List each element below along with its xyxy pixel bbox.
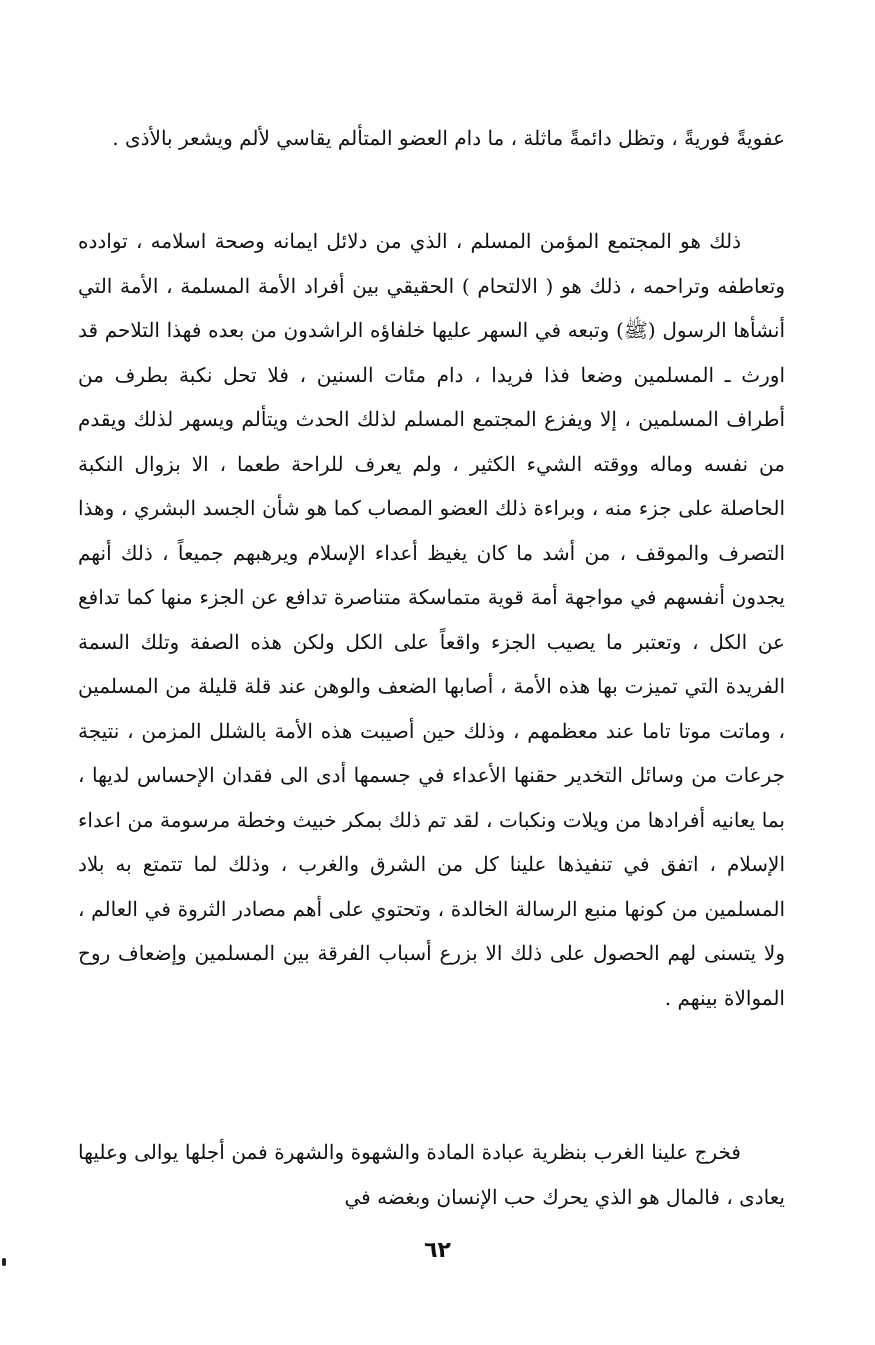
scan-edge-mark <box>2 1258 6 1266</box>
paragraph-continuation <box>78 116 785 161</box>
paragraph-text: فخرج علينا الغرب بنظرية عبادة المادة والشهوة والشهرة فمن أجلها يوالى وعليها يعادى ، فالمال هو الذي يحرك حب الإنسان وبغضه في <box>78 1140 785 1209</box>
paragraph-text: عفويةً فوريةً ، وتظل دائمةً ماثلة ، ما دام العضو المتألم يقاسي لألم ويشعر بالأذى . <box>112 126 785 150</box>
paragraph-final <box>78 1130 785 1219</box>
paragraph-text: ذلك هو المجتمع المؤمن المسلم ، الذي من دلائل ايمانه وصحة اسلامه ، توادده وتعاطفه وتراحمه ، ذلك هو ( الالتحام ) الحقيقي بين أفراد الأمة المسلمة ، الأمة التي أنشأها الرسول (ﷺ) وتبعه في السهر عليها خلفاؤه الراشدون من بعده فهذا التلاحم قد اورث ـ المسلمين وضعا فذا فريدا ، دام مئات السنين ، فلا تحل نكبة بطرف من أطراف المسلمين ، إلا ويفزع المجتمع المسلم لذلك الحدث ويتألم ويسهر لذلك ويقدم من نفسه وماله ووقته الشيء الكثير ، ولم يعرف للراحة طعما ، الا بزوال النكبة الحاصلة على جزء منه ، وبراءة ذلك العضو المصاب كما هو شأن الجسد البشري ، وهذا التصرف والموقف ، من أشد ما كان يغيظ أعداء الإسلام ويرهبهم جميعاً ، ذلك أنهم يجدون أنفسهم في مواجهة أمة قوية متماسكة متناصرة تدافع عن الجزء منها كما تدافع عن الكل ، وتعتبر ما يصيب الجزء واقعاً على الكل ولكن هذه الصفة وتلك السمة الفريدة التي تميزت بها هذه الأمة ، أصابها الضعف والوهن عند قلة قليلة من المسلمين ، وماتت موتا تاما عند معظمهم ، وذلك حين أصيبت هذه الأمة بالشلل المزمن ، نتيجة جرعات من وسائل التخدير حقنها الأعداء في جسمها أدى الى فقدان الإحساس لديها ، بما يعانيه أفرادها من ويلات ونكبات ، لقد تم ذلك بمكر خبيث وخطة مرسومة من اعداء الإسلام ، اتفق في تنفيذها علينا كل من الشرق والغرب ، وذلك لما تتمتع به بلاد المسلمين من كونها منبع الرسالة الخالدة ، وتحتوي على أهم مصادر الثروة في العالم ، ولا يتسنى لهم الحصول على ذلك الا بزرع أسباب الفرقة بين المسلمين وإضعاف روح الموالاة بينهم . <box>78 229 785 1010</box>
paragraph-main <box>78 219 785 1020</box>
page-number: ٦٢ <box>424 1238 451 1263</box>
